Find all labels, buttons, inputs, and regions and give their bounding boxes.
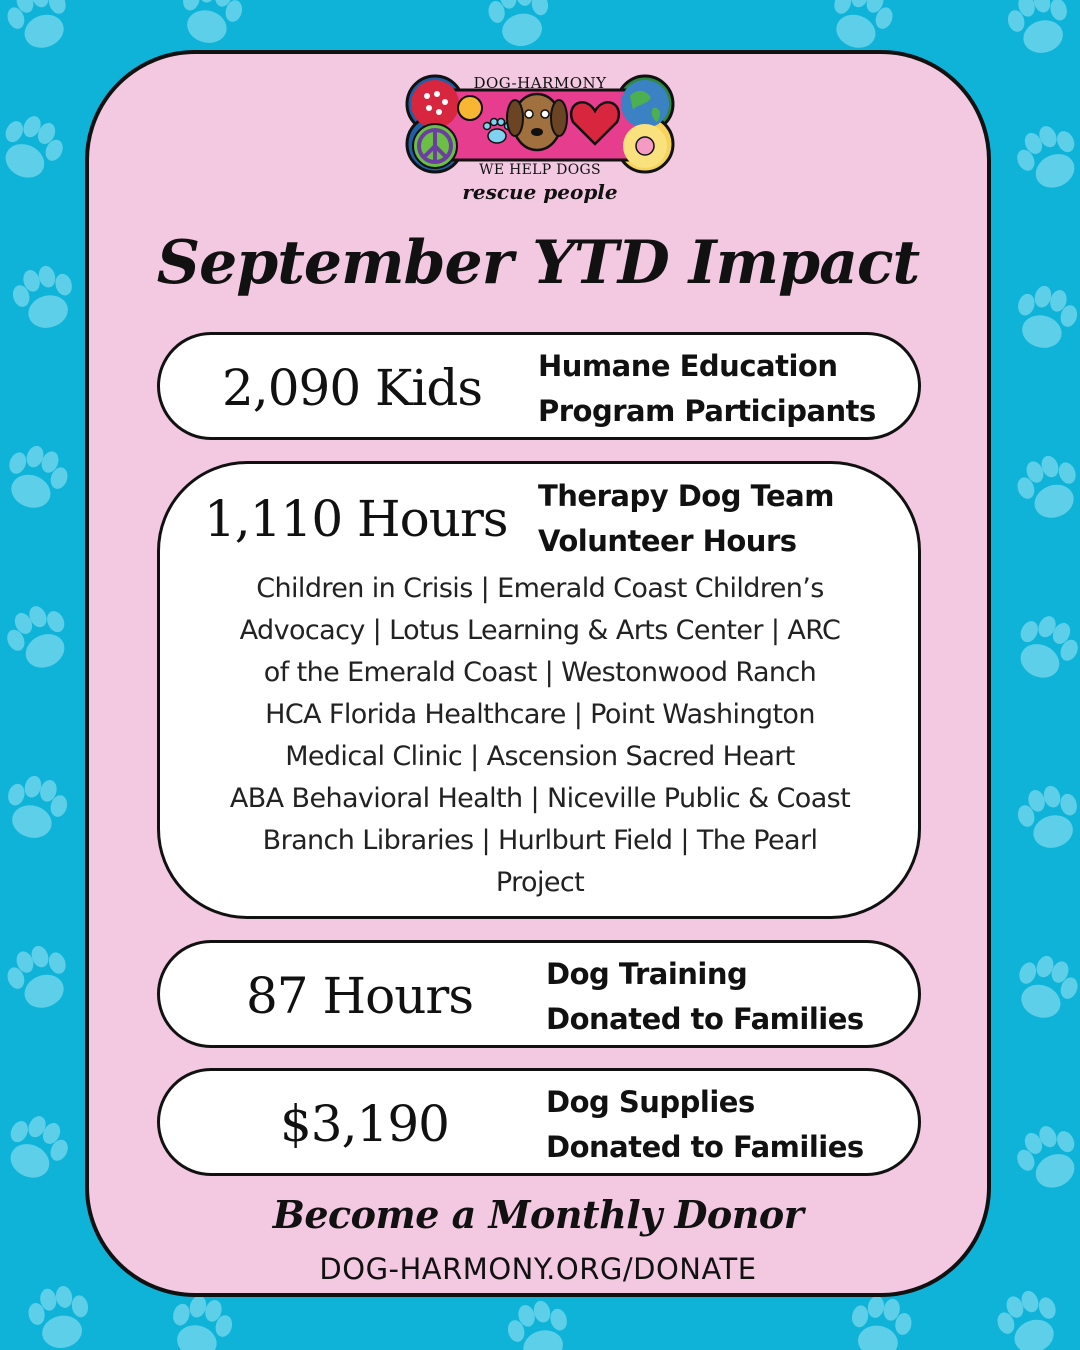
logo-tagline-script: rescue people [462,180,618,204]
stat-label-line1: Therapy Dog Team [538,479,834,513]
partner-line: Medical Clinic | Ascension Sacred Heart [285,741,795,772]
dog-harmony-logo [405,66,675,216]
stat-label-line2: Program Participants [538,394,876,428]
partner-line: of the Emerald Coast | Westonwood Ranch [263,657,817,688]
stat-box-supplies [157,1068,921,1176]
partner-organizations-list [190,568,890,904]
partner-line: Advocacy | Lotus Learning & Arts Center | ARC [239,615,841,646]
stat-box-therapy-hours [157,461,921,919]
stat-label-line2: Donated to Families [546,1002,864,1036]
stat-label-line2: Volunteer Hours [538,524,797,558]
stat-box-training-hours [157,940,921,1048]
stat-value: 2,090 Kids [222,359,483,417]
monthly-donor-headline: Become a Monthly Donor [272,1192,804,1237]
logo-brand-name: DOG-HARMONY [473,74,607,92]
donate-link[interactable]: DOG-HARMONY.ORG/DONATE [319,1252,757,1286]
partner-line: Children in Crisis | Emerald Coast Children’s [256,573,824,604]
page-title: September YTD Impact [156,228,920,298]
partner-line: Branch Libraries | Hurlburt Field | The Pearl [262,825,818,856]
partner-line: HCA Florida Healthcare | Point Washington [265,699,815,730]
partner-line: Project [495,867,585,898]
stat-label-line1: Dog Training [546,957,748,991]
stat-value: 87 Hours [246,967,473,1025]
stat-value: $3,190 [280,1095,449,1153]
partner-line: ABA Behavioral Health | Niceville Public & Coast [229,783,851,814]
stat-box-kids [157,332,921,440]
logo-tagline: WE HELP DOGS [479,162,601,178]
stat-label-line1: Humane Education [538,349,838,383]
stat-label-line2: Donated to Families [546,1130,864,1164]
stat-label-line1: Dog Supplies [546,1085,755,1119]
stat-value: 1,110 Hours [204,490,508,548]
